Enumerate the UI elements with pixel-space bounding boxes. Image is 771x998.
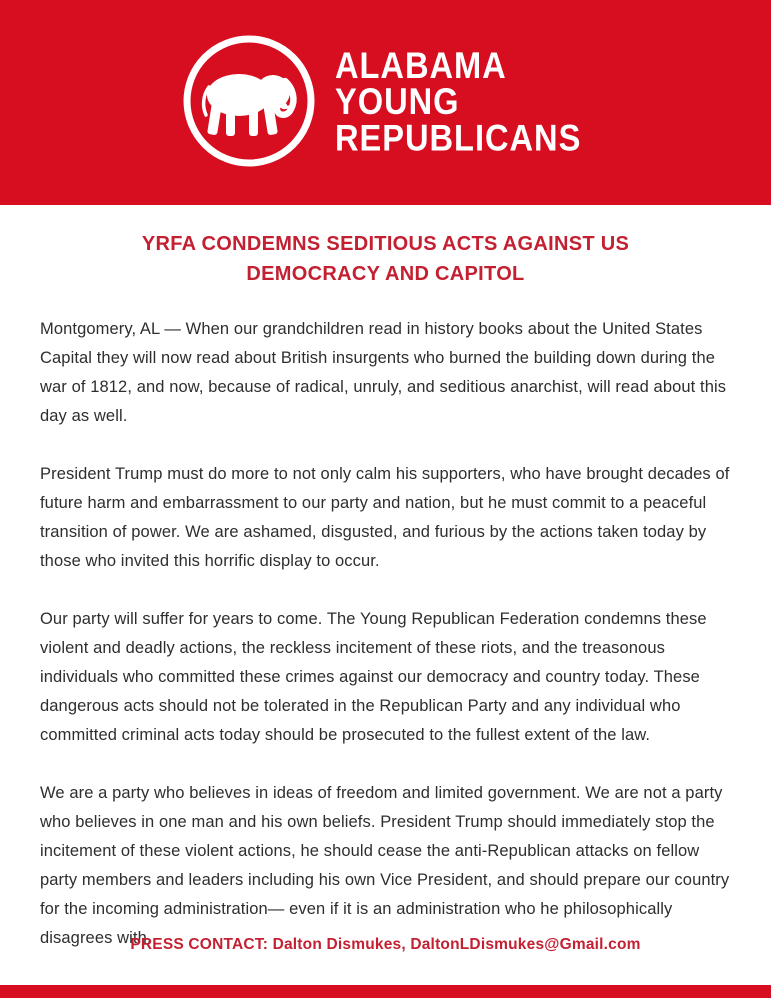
body-paragraph: Montgomery, AL — When our grandchildren read in history books about the United States Capital they will now read about British insurgents who burned the building down during the war of 1812, and now, because of radical, unruly, and seditious anarchist, will read about this day as well. xyxy=(40,320,727,425)
org-wordmark-line: REPUBLICANS xyxy=(335,117,582,160)
headline-line: DEMOCRACY AND CAPITOL xyxy=(246,263,525,285)
body-paragraph: We are a party who believes in ideas of freedom and limited government. We are not a party who believes in one man and his own beliefs. President Trump should immediately stop the incitement of these violent actions, he should cease the anti-Republican attacks on fellow party members and leaders including his own Vice President, and should prepare our country for the incoming administration— even if it is an administration who he philosophically disagrees with. xyxy=(40,784,730,947)
org-wordmark-line: YOUNG xyxy=(335,81,460,123)
headline-line: YRFA CONDEMNS SEDITIOUS ACTS AGAINST US xyxy=(141,233,630,255)
press-contact-line: PRESS CONTACT: Dalton Dismukes, DaltonLDismukes@Gmail.com xyxy=(130,936,641,953)
headline xyxy=(0,229,771,289)
org-wordmark xyxy=(335,44,582,160)
elephant-logo-icon xyxy=(179,31,319,171)
org-wordmark-line: ALABAMA xyxy=(335,44,507,87)
body-paragraph: President Trump must do more to not only calm his supporters, who have brought decades of future harm and embarrassment to our party and nation, but he must commit to a peaceful transition of power. We are ashamed, disgusted, and furious by the actions taken today by those who invited this horrific display to occur. xyxy=(40,465,730,570)
footer-red-bar xyxy=(0,985,771,998)
header-banner xyxy=(0,0,771,205)
body-copy xyxy=(0,289,771,953)
body-paragraph: Our party will suffer for years to come. The Young Republican Federation condemns these violent and deadly actions, the reckless incitement of these riots, and the treasonous individuals who committed these crimes against our democracy and country today. These dangerous acts should not be tolerated in the Republican Party and any individual who committed criminal acts today should be prosecuted to the fullest extent of the law. xyxy=(40,610,707,744)
